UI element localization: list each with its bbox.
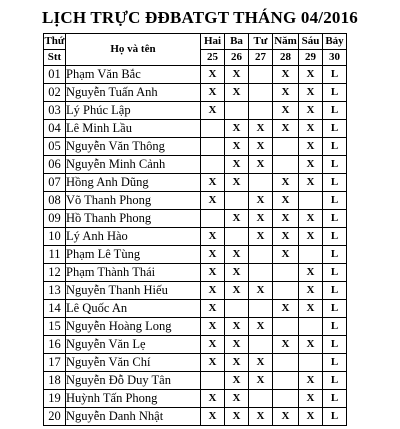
- duty-mark: X: [201, 318, 225, 336]
- table-row: [44, 228, 347, 246]
- duty-mark: L: [323, 336, 347, 354]
- staff-name: Nguyễn Đỗ Duy Tân: [66, 372, 201, 390]
- row-number: 09: [44, 210, 66, 228]
- table-row: [44, 120, 347, 138]
- duty-mark: [249, 300, 273, 318]
- table-row: [44, 282, 347, 300]
- row-number: 02: [44, 84, 66, 102]
- table-row: [44, 138, 347, 156]
- duty-mark: L: [323, 300, 347, 318]
- staff-name: Nguyễn Thanh Hiếu: [66, 282, 201, 300]
- duty-mark: X: [299, 120, 323, 138]
- duty-mark: X: [225, 282, 249, 300]
- duty-mark: L: [323, 390, 347, 408]
- duty-mark: L: [323, 210, 347, 228]
- duty-mark: L: [323, 84, 347, 102]
- duty-mark: X: [299, 390, 323, 408]
- staff-name: Phạm Lê Tùng: [66, 246, 201, 264]
- staff-name: Phạm Thành Thái: [66, 264, 201, 282]
- duty-mark: X: [273, 210, 299, 228]
- row-number: 10: [44, 228, 66, 246]
- duty-mark: X: [249, 192, 273, 210]
- table-row: [44, 336, 347, 354]
- page-title: LỊCH TRỰC ĐĐBATGT THÁNG 04/2016: [41, 8, 359, 27]
- duty-mark: [273, 264, 299, 282]
- duty-mark: L: [323, 120, 347, 138]
- duty-mark: X: [299, 372, 323, 390]
- date-header: 27: [249, 50, 273, 66]
- row-number: 12: [44, 264, 66, 282]
- table-row: [44, 390, 347, 408]
- duty-mark: X: [273, 408, 299, 426]
- duty-mark: [299, 246, 323, 264]
- row-number: 15: [44, 318, 66, 336]
- duty-mark: X: [299, 282, 323, 300]
- duty-mark: X: [249, 372, 273, 390]
- staff-name: Võ Thanh Phong: [66, 192, 201, 210]
- duty-mark: X: [225, 408, 249, 426]
- staff-name: Lê Minh Lầu: [66, 120, 201, 138]
- staff-name: Nguyễn Minh Cảnh: [66, 156, 201, 174]
- row-number: 17: [44, 354, 66, 372]
- row-number: 16: [44, 336, 66, 354]
- duty-mark: [249, 84, 273, 102]
- duty-mark: X: [299, 228, 323, 246]
- duty-mark: X: [299, 174, 323, 192]
- duty-mark: [201, 372, 225, 390]
- duty-mark: X: [201, 408, 225, 426]
- duty-mark: X: [201, 300, 225, 318]
- duty-mark: L: [323, 156, 347, 174]
- row-number: 01: [44, 66, 66, 84]
- table-row: [44, 246, 347, 264]
- row-number: 06: [44, 156, 66, 174]
- duty-mark: X: [273, 246, 299, 264]
- table-row: [44, 102, 347, 120]
- row-number: 03: [44, 102, 66, 120]
- duty-mark: [273, 138, 299, 156]
- row-number: 08: [44, 192, 66, 210]
- duty-mark: [249, 102, 273, 120]
- duty-mark: X: [225, 66, 249, 84]
- duty-mark: [273, 156, 299, 174]
- duty-mark: L: [323, 408, 347, 426]
- duty-mark: L: [323, 192, 347, 210]
- duty-mark: [273, 318, 299, 336]
- staff-name: Nguyễn Văn Thông: [66, 138, 201, 156]
- duty-mark: X: [299, 156, 323, 174]
- table-row: [44, 192, 347, 210]
- duty-mark: X: [249, 354, 273, 372]
- weekday-header: Ba: [225, 34, 249, 50]
- duty-mark: X: [201, 228, 225, 246]
- row-number: 07: [44, 174, 66, 192]
- weekday-header: Tư: [249, 34, 273, 50]
- duty-mark: X: [249, 138, 273, 156]
- duty-mark: [299, 318, 323, 336]
- duty-mark: L: [323, 282, 347, 300]
- duty-mark: X: [273, 174, 299, 192]
- duty-mark: [225, 300, 249, 318]
- staff-name: Nguyễn Văn Lẹ: [66, 336, 201, 354]
- duty-mark: X: [225, 318, 249, 336]
- duty-mark: X: [201, 390, 225, 408]
- duty-mark: X: [201, 282, 225, 300]
- duty-mark: [249, 336, 273, 354]
- duty-mark: X: [273, 102, 299, 120]
- duty-mark: X: [201, 84, 225, 102]
- duty-mark: X: [201, 66, 225, 84]
- duty-mark: X: [299, 264, 323, 282]
- duty-mark: [225, 192, 249, 210]
- duty-roster-table: [43, 33, 347, 426]
- duty-mark: X: [299, 84, 323, 102]
- duty-mark: [249, 174, 273, 192]
- date-header: 26: [225, 50, 249, 66]
- staff-name: Lê Quốc An: [66, 300, 201, 318]
- duty-mark: X: [225, 246, 249, 264]
- duty-mark: X: [225, 156, 249, 174]
- duty-mark: X: [225, 354, 249, 372]
- duty-mark: X: [201, 354, 225, 372]
- duty-mark: L: [323, 138, 347, 156]
- staff-name: Lý Phúc Lập: [66, 102, 201, 120]
- name-column-header: Họ và tên: [66, 34, 201, 66]
- duty-mark: [201, 120, 225, 138]
- duty-mark: [299, 192, 323, 210]
- staff-name: Lý Anh Hào: [66, 228, 201, 246]
- duty-mark: X: [225, 336, 249, 354]
- header-row-weekdays: [44, 34, 347, 50]
- table-row: [44, 84, 347, 102]
- table-row: [44, 66, 347, 84]
- duty-mark: X: [273, 192, 299, 210]
- staff-name: Nguyễn Tuấn Anh: [66, 84, 201, 102]
- duty-mark: [273, 372, 299, 390]
- duty-mark: X: [201, 102, 225, 120]
- table-row: [44, 156, 347, 174]
- table-row: [44, 354, 347, 372]
- duty-mark: L: [323, 372, 347, 390]
- duty-mark: [249, 246, 273, 264]
- duty-mark: X: [225, 210, 249, 228]
- table-row: [44, 174, 347, 192]
- stt-header-bottom: Stt: [44, 50, 66, 66]
- duty-mark: X: [299, 210, 323, 228]
- duty-mark: X: [299, 102, 323, 120]
- duty-mark: [249, 264, 273, 282]
- duty-mark: [273, 354, 299, 372]
- staff-name: Phạm Văn Bắc: [66, 66, 201, 84]
- staff-name: Hồng Anh Dũng: [66, 174, 201, 192]
- table-row: [44, 300, 347, 318]
- table-header: [44, 34, 347, 66]
- date-header: 30: [323, 50, 347, 66]
- duty-mark: L: [323, 354, 347, 372]
- row-number: 19: [44, 390, 66, 408]
- duty-mark: L: [323, 318, 347, 336]
- duty-mark: L: [323, 66, 347, 84]
- duty-mark: X: [273, 336, 299, 354]
- duty-mark: X: [299, 138, 323, 156]
- duty-mark: X: [299, 336, 323, 354]
- table-row: [44, 372, 347, 390]
- table-row: [44, 408, 347, 426]
- duty-mark: X: [201, 174, 225, 192]
- duty-mark: [201, 210, 225, 228]
- duty-mark: X: [249, 282, 273, 300]
- duty-mark: X: [201, 336, 225, 354]
- duty-mark: X: [273, 84, 299, 102]
- staff-name: Nguyễn Hoàng Long: [66, 318, 201, 336]
- staff-name: Nguyễn Văn Chí: [66, 354, 201, 372]
- row-number: 14: [44, 300, 66, 318]
- duty-mark: [273, 282, 299, 300]
- duty-mark: X: [299, 408, 323, 426]
- staff-name: Nguyễn Danh Nhật: [66, 408, 201, 426]
- duty-mark: X: [225, 120, 249, 138]
- date-header: 29: [299, 50, 323, 66]
- duty-mark: X: [249, 156, 273, 174]
- duty-mark: [225, 102, 249, 120]
- duty-mark: [201, 156, 225, 174]
- staff-name: Huỳnh Tấn Phong: [66, 390, 201, 408]
- duty-mark: L: [323, 102, 347, 120]
- table-row: [44, 318, 347, 336]
- duty-mark: X: [225, 372, 249, 390]
- duty-mark: X: [201, 192, 225, 210]
- duty-mark: X: [225, 138, 249, 156]
- duty-mark: X: [249, 210, 273, 228]
- date-header: 28: [273, 50, 299, 66]
- duty-mark: [225, 228, 249, 246]
- table-body: [44, 66, 347, 426]
- duty-mark: [201, 138, 225, 156]
- weekday-header: Bảy: [323, 34, 347, 50]
- duty-mark: X: [299, 66, 323, 84]
- duty-mark: [299, 354, 323, 372]
- row-number: 18: [44, 372, 66, 390]
- duty-mark: X: [225, 390, 249, 408]
- duty-mark: X: [201, 246, 225, 264]
- duty-mark: X: [201, 264, 225, 282]
- weekday-header: Hai: [201, 34, 225, 50]
- row-number: 20: [44, 408, 66, 426]
- row-number: 11: [44, 246, 66, 264]
- duty-mark: X: [299, 300, 323, 318]
- duty-mark: X: [249, 228, 273, 246]
- duty-mark: L: [323, 174, 347, 192]
- row-number: 05: [44, 138, 66, 156]
- duty-mark: X: [225, 174, 249, 192]
- duty-mark: [249, 390, 273, 408]
- stt-header-top: Thứ: [44, 34, 66, 50]
- duty-mark: X: [249, 120, 273, 138]
- row-number: 13: [44, 282, 66, 300]
- staff-name: Hồ Thanh Phong: [66, 210, 201, 228]
- duty-mark: X: [273, 120, 299, 138]
- duty-mark: X: [225, 264, 249, 282]
- table-row: [44, 264, 347, 282]
- duty-mark: X: [273, 300, 299, 318]
- table-row: [44, 210, 347, 228]
- duty-mark: L: [323, 264, 347, 282]
- date-header: 25: [201, 50, 225, 66]
- duty-mark: L: [323, 246, 347, 264]
- weekday-header: Sáu: [299, 34, 323, 50]
- weekday-header: Năm: [273, 34, 299, 50]
- duty-mark: X: [249, 318, 273, 336]
- duty-mark: X: [273, 228, 299, 246]
- row-number: 04: [44, 120, 66, 138]
- duty-mark: [273, 390, 299, 408]
- duty-mark: L: [323, 228, 347, 246]
- duty-mark: X: [249, 408, 273, 426]
- duty-mark: X: [273, 66, 299, 84]
- duty-mark: [249, 66, 273, 84]
- duty-mark: X: [225, 84, 249, 102]
